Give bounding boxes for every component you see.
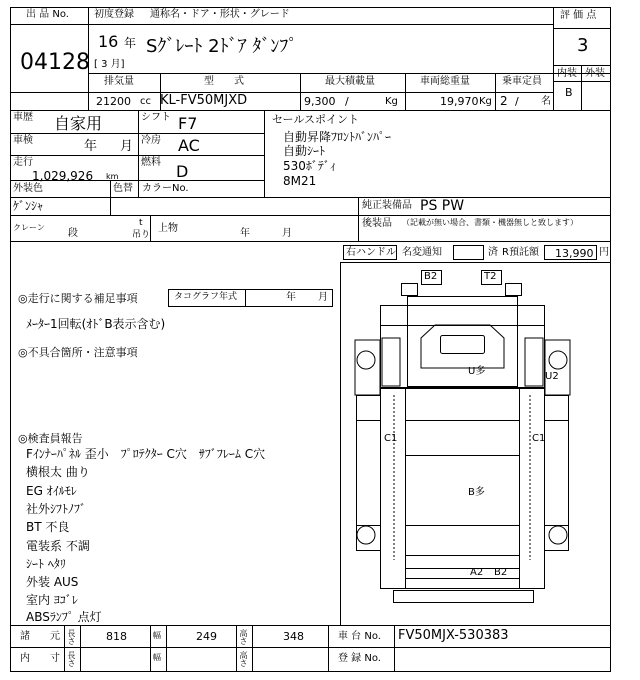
ext-color-label: 外装色 bbox=[13, 183, 43, 194]
color-no-label: カラーNo. bbox=[142, 183, 189, 194]
sales-point-4: 8M21 bbox=[283, 174, 317, 188]
width-value: 249 bbox=[196, 630, 217, 643]
rating-label: 評 価 点 bbox=[560, 10, 597, 21]
diagram-t2: T2 bbox=[484, 271, 497, 282]
inspector-note-10: ABSﾗﾝﾌﾟ 点灯 bbox=[26, 610, 102, 624]
diagram-b-many: B多 bbox=[468, 487, 485, 498]
diagram-a2: A2 bbox=[470, 567, 484, 578]
tacho-year: 年 bbox=[286, 292, 296, 303]
name-change-label: 名変通知 bbox=[402, 247, 442, 258]
inner-width-label: 幅 bbox=[153, 653, 161, 662]
first-reg-label: 初度登録 bbox=[94, 9, 134, 20]
mileage-value: 1,029,926 bbox=[32, 169, 94, 183]
crane-t: t bbox=[139, 218, 143, 228]
defects-heading: ◎不具合箇所・注意事項 bbox=[18, 346, 138, 359]
length-label: 長さ bbox=[67, 629, 76, 645]
gross-weight-label: 車両総重量 bbox=[420, 76, 470, 87]
displacement-label: 排気量 bbox=[104, 76, 134, 87]
height-label: 高さ bbox=[239, 629, 248, 645]
ac-value: AC bbox=[178, 136, 200, 155]
supplement-heading: ◎走行に関する補足事項 bbox=[18, 292, 138, 305]
month-value: [ 3 月] bbox=[94, 59, 125, 70]
shift-label: シフト bbox=[141, 112, 171, 123]
crane-label: クレーン bbox=[13, 223, 45, 232]
inspector-note-1: Fｲﾝﾅｰﾊﾟﾈﾙ 歪小 ﾌﾟﾛﾃｸﾀｰ C穴 ｻﾌﾞﾌﾚｰﾑ C穴 bbox=[26, 447, 266, 461]
diagram-c1-right: C1 bbox=[532, 433, 546, 444]
displacement-value: 21200 bbox=[96, 95, 131, 108]
inspection-year: 年 bbox=[84, 139, 98, 154]
chassis-value: FV50MJX-530383 bbox=[398, 628, 509, 643]
ext-color-value: ｹﾞﾝｼｬ bbox=[13, 199, 44, 213]
reg-no-label: 登 録 No. bbox=[338, 653, 381, 664]
diagram-b2-bottom: B2 bbox=[494, 567, 508, 578]
mount-label: 上物 bbox=[158, 223, 178, 234]
lot-no-value: 04128 bbox=[20, 50, 90, 75]
dims-label: 諸 元 bbox=[20, 631, 60, 642]
shift-value: F7 bbox=[178, 114, 198, 133]
max-load-value: 9,300 bbox=[304, 95, 336, 108]
r-reserve-label: R預託額 bbox=[502, 247, 539, 258]
crane-hoist: 吊り bbox=[132, 230, 151, 240]
inspector-note-2: 横根太 曲り bbox=[26, 465, 90, 479]
vehicle-name: Sｸﾞﾚｰﾄ 2ﾄﾞｱ ﾀﾞﾝﾌﾟ bbox=[146, 36, 298, 57]
rating-value: 3 bbox=[577, 35, 589, 56]
length-value: 818 bbox=[106, 630, 127, 643]
inspection-label: 車検 bbox=[13, 135, 33, 146]
chassis-label: 車 台 No. bbox=[338, 631, 381, 642]
gross-weight-unit: Kg bbox=[479, 96, 492, 107]
exterior-label: 外装 bbox=[585, 68, 605, 79]
mileage-label: 走行 bbox=[13, 157, 33, 168]
height-value: 348 bbox=[283, 630, 304, 643]
inspector-note-3: EG ｵｲﾙﾓﾚ bbox=[26, 484, 77, 498]
fuel-label: 燃料 bbox=[141, 157, 161, 168]
right-handle-label: 右ハンドル bbox=[346, 247, 396, 258]
mount-month: 月 bbox=[282, 228, 292, 239]
inspector-note-8: 外装 AUS bbox=[26, 575, 79, 589]
r-reserve-unit: 円 bbox=[599, 247, 609, 258]
width-label: 幅 bbox=[153, 631, 161, 640]
mount-year: 年 bbox=[240, 228, 250, 239]
capacity-slash: / bbox=[515, 95, 519, 108]
tacho-month: 月 bbox=[318, 292, 328, 303]
sales-point-label: セールスポイント bbox=[272, 113, 360, 126]
aftermarket-note: （記載が無い場合、書類・機器無しと致します） bbox=[402, 218, 578, 227]
gross-weight-value: 19,970 bbox=[440, 95, 479, 108]
diagram-c1-left: C1 bbox=[384, 433, 398, 444]
capacity-unit: 名 bbox=[541, 96, 551, 107]
genuine-value: PS PW bbox=[420, 198, 465, 214]
max-load-slash: / bbox=[345, 95, 349, 108]
sales-point-2: 自動ｼｰﾄ bbox=[283, 144, 326, 158]
interior-label: 内装 bbox=[557, 68, 577, 79]
year-num: 16 bbox=[98, 32, 119, 51]
diagram-u2: U2 bbox=[545, 371, 559, 382]
tacho-label: タコグラフ年式 bbox=[174, 292, 238, 302]
sales-point-3: 530ﾎﾞﾃﾞｨ bbox=[283, 159, 336, 173]
inspector-note-7: ｼｰﾄ ﾍﾀﾘ bbox=[26, 557, 66, 571]
aftermarket-label: 後装品 bbox=[362, 218, 392, 229]
inner-dims-label: 内 寸 bbox=[20, 653, 60, 664]
inspection-month: 月 bbox=[120, 139, 134, 154]
r-reserve-value: 13,990 bbox=[555, 247, 594, 260]
inspector-heading: ◎検査員報告 bbox=[18, 432, 83, 445]
history-value: 自家用 bbox=[54, 114, 103, 133]
inner-height-label: 高さ bbox=[239, 651, 248, 667]
inner-length-label: 長さ bbox=[67, 651, 76, 667]
mileage-unit: km bbox=[106, 172, 119, 181]
sales-point-1: 自動昇降ﾌﾛﾝﾄﾊﾞﾝﾊﾟｰ bbox=[283, 130, 392, 144]
diagram-b2: B2 bbox=[424, 271, 438, 282]
inspector-note-9: 室内 ﾖｺﾞﾚ bbox=[26, 593, 78, 607]
crane-stage: 段 bbox=[68, 228, 78, 239]
model-label: 型 式 bbox=[204, 76, 244, 87]
fuel-value: D bbox=[176, 162, 189, 181]
history-label: 車歴 bbox=[13, 112, 33, 123]
max-load-unit: Kg bbox=[385, 96, 398, 107]
lot-no-label: 出 品 No. bbox=[26, 9, 69, 20]
color-change-label: 色替 bbox=[113, 183, 133, 194]
displacement-unit: cc bbox=[140, 96, 151, 107]
max-load-label: 最大積載量 bbox=[325, 76, 375, 87]
meter-note: ﾒｰﾀｰ1回転(ｵﾄﾞB表示含む) bbox=[26, 317, 166, 331]
done-label: 済 bbox=[488, 247, 498, 258]
name-door-label: 通称名・ドア・形状・グレード bbox=[150, 9, 290, 20]
capacity-label: 乗車定員 bbox=[502, 76, 542, 87]
inspector-note-6: 電装系 不調 bbox=[26, 539, 90, 553]
genuine-label: 純正装備品 bbox=[362, 200, 412, 211]
capacity-value: 2 bbox=[500, 94, 508, 108]
ac-label: 冷房 bbox=[141, 135, 161, 146]
inspector-note-5: BT 不良 bbox=[26, 520, 70, 534]
model-value: KL-FV50MJXD bbox=[160, 93, 248, 108]
inspector-note-4: 社外ｼﾌﾄﾉﾌﾞ bbox=[26, 502, 87, 516]
year-unit: 年 bbox=[124, 36, 137, 50]
interior-value: B bbox=[565, 86, 573, 99]
diagram-u-many: U多 bbox=[468, 366, 486, 377]
